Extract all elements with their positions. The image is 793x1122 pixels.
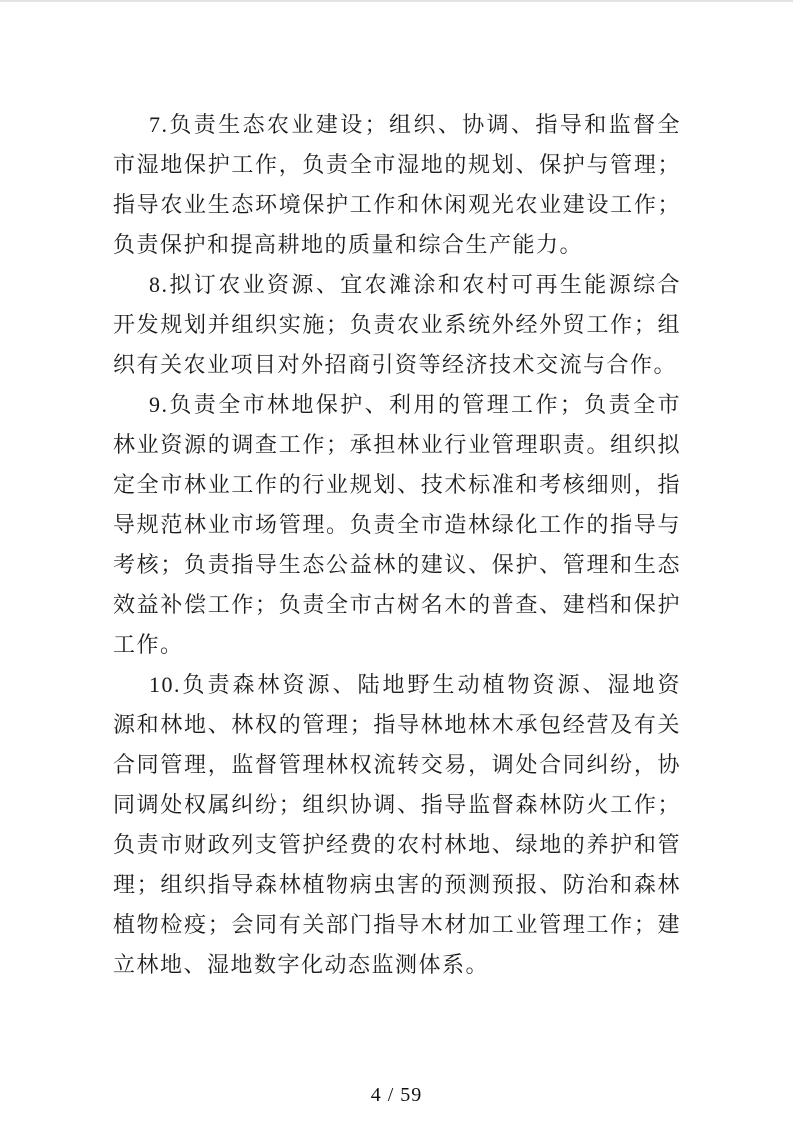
page-number: 4 / 59 xyxy=(370,1084,423,1106)
text-line: 10.负责森林资源、陆地野生动植物资源、湿地资 xyxy=(149,672,681,697)
text-line: 9.负责全市林地保护、利用的管理工作；负责全市 xyxy=(149,392,681,417)
text-line: 工作。 xyxy=(113,632,184,657)
text-line: 指导农业生态环境保护工作和休闲观光农业建设工作； xyxy=(113,192,681,217)
text-line: 同调处权属纠纷；组织协调、指导监督森林防火工作； xyxy=(113,792,681,817)
text-line: 市湿地保护工作，负责全市湿地的规划、保护与管理； xyxy=(113,152,681,177)
text-line: 理；组织指导森林植物病虫害的预测预报、防治和森林 xyxy=(113,872,681,897)
page-footer xyxy=(0,1084,793,1107)
paragraph-7 xyxy=(113,105,681,265)
text-line: 负责保护和提高耕地的质量和综合生产能力。 xyxy=(113,232,584,257)
text-line: 合同管理，监督管理林权流转交易，调处合同纠纷，协 xyxy=(113,752,681,777)
text-line: 立林地、湿地数字化动态监测体系。 xyxy=(113,952,490,977)
text-line: 织有关农业项目对外招商引资等经济技术交流与合作。 xyxy=(113,352,678,377)
text-line: 植物检疫；会同有关部门指导木材加工业管理工作；建 xyxy=(113,912,681,937)
text-line: 开发规划并组织实施；负责农业系统外经外贸工作；组 xyxy=(113,312,681,337)
text-line: 7.负责生态农业建设；组织、协调、指导和监督全 xyxy=(149,112,681,137)
text-line: 效益补偿工作；负责全市古树名木的普查、建档和保护 xyxy=(113,592,681,617)
text-line: 导规范林业市场管理。负责全市造林绿化工作的指导与 xyxy=(113,512,681,537)
text-line: 8.拟订农业资源、宜农滩涂和农村可再生能源综合 xyxy=(149,272,681,297)
text-line: 负责市财政列支管护经费的农村林地、绿地的养护和管 xyxy=(113,832,681,857)
text-line: 定全市林业工作的行业规划、技术标准和考核细则，指 xyxy=(113,472,681,497)
text-line: 源和林地、林权的管理；指导林地林木承包经营及有关 xyxy=(113,712,681,737)
paragraph-9 xyxy=(113,385,681,665)
document-body xyxy=(113,105,681,985)
text-line: 林业资源的调查工作；承担林业行业管理职责。组织拟 xyxy=(113,432,681,457)
paragraph-10 xyxy=(113,665,681,985)
text-line: 考核；负责指导生态公益林的建议、保护、管理和生态 xyxy=(113,552,681,577)
paragraph-8 xyxy=(113,265,681,385)
